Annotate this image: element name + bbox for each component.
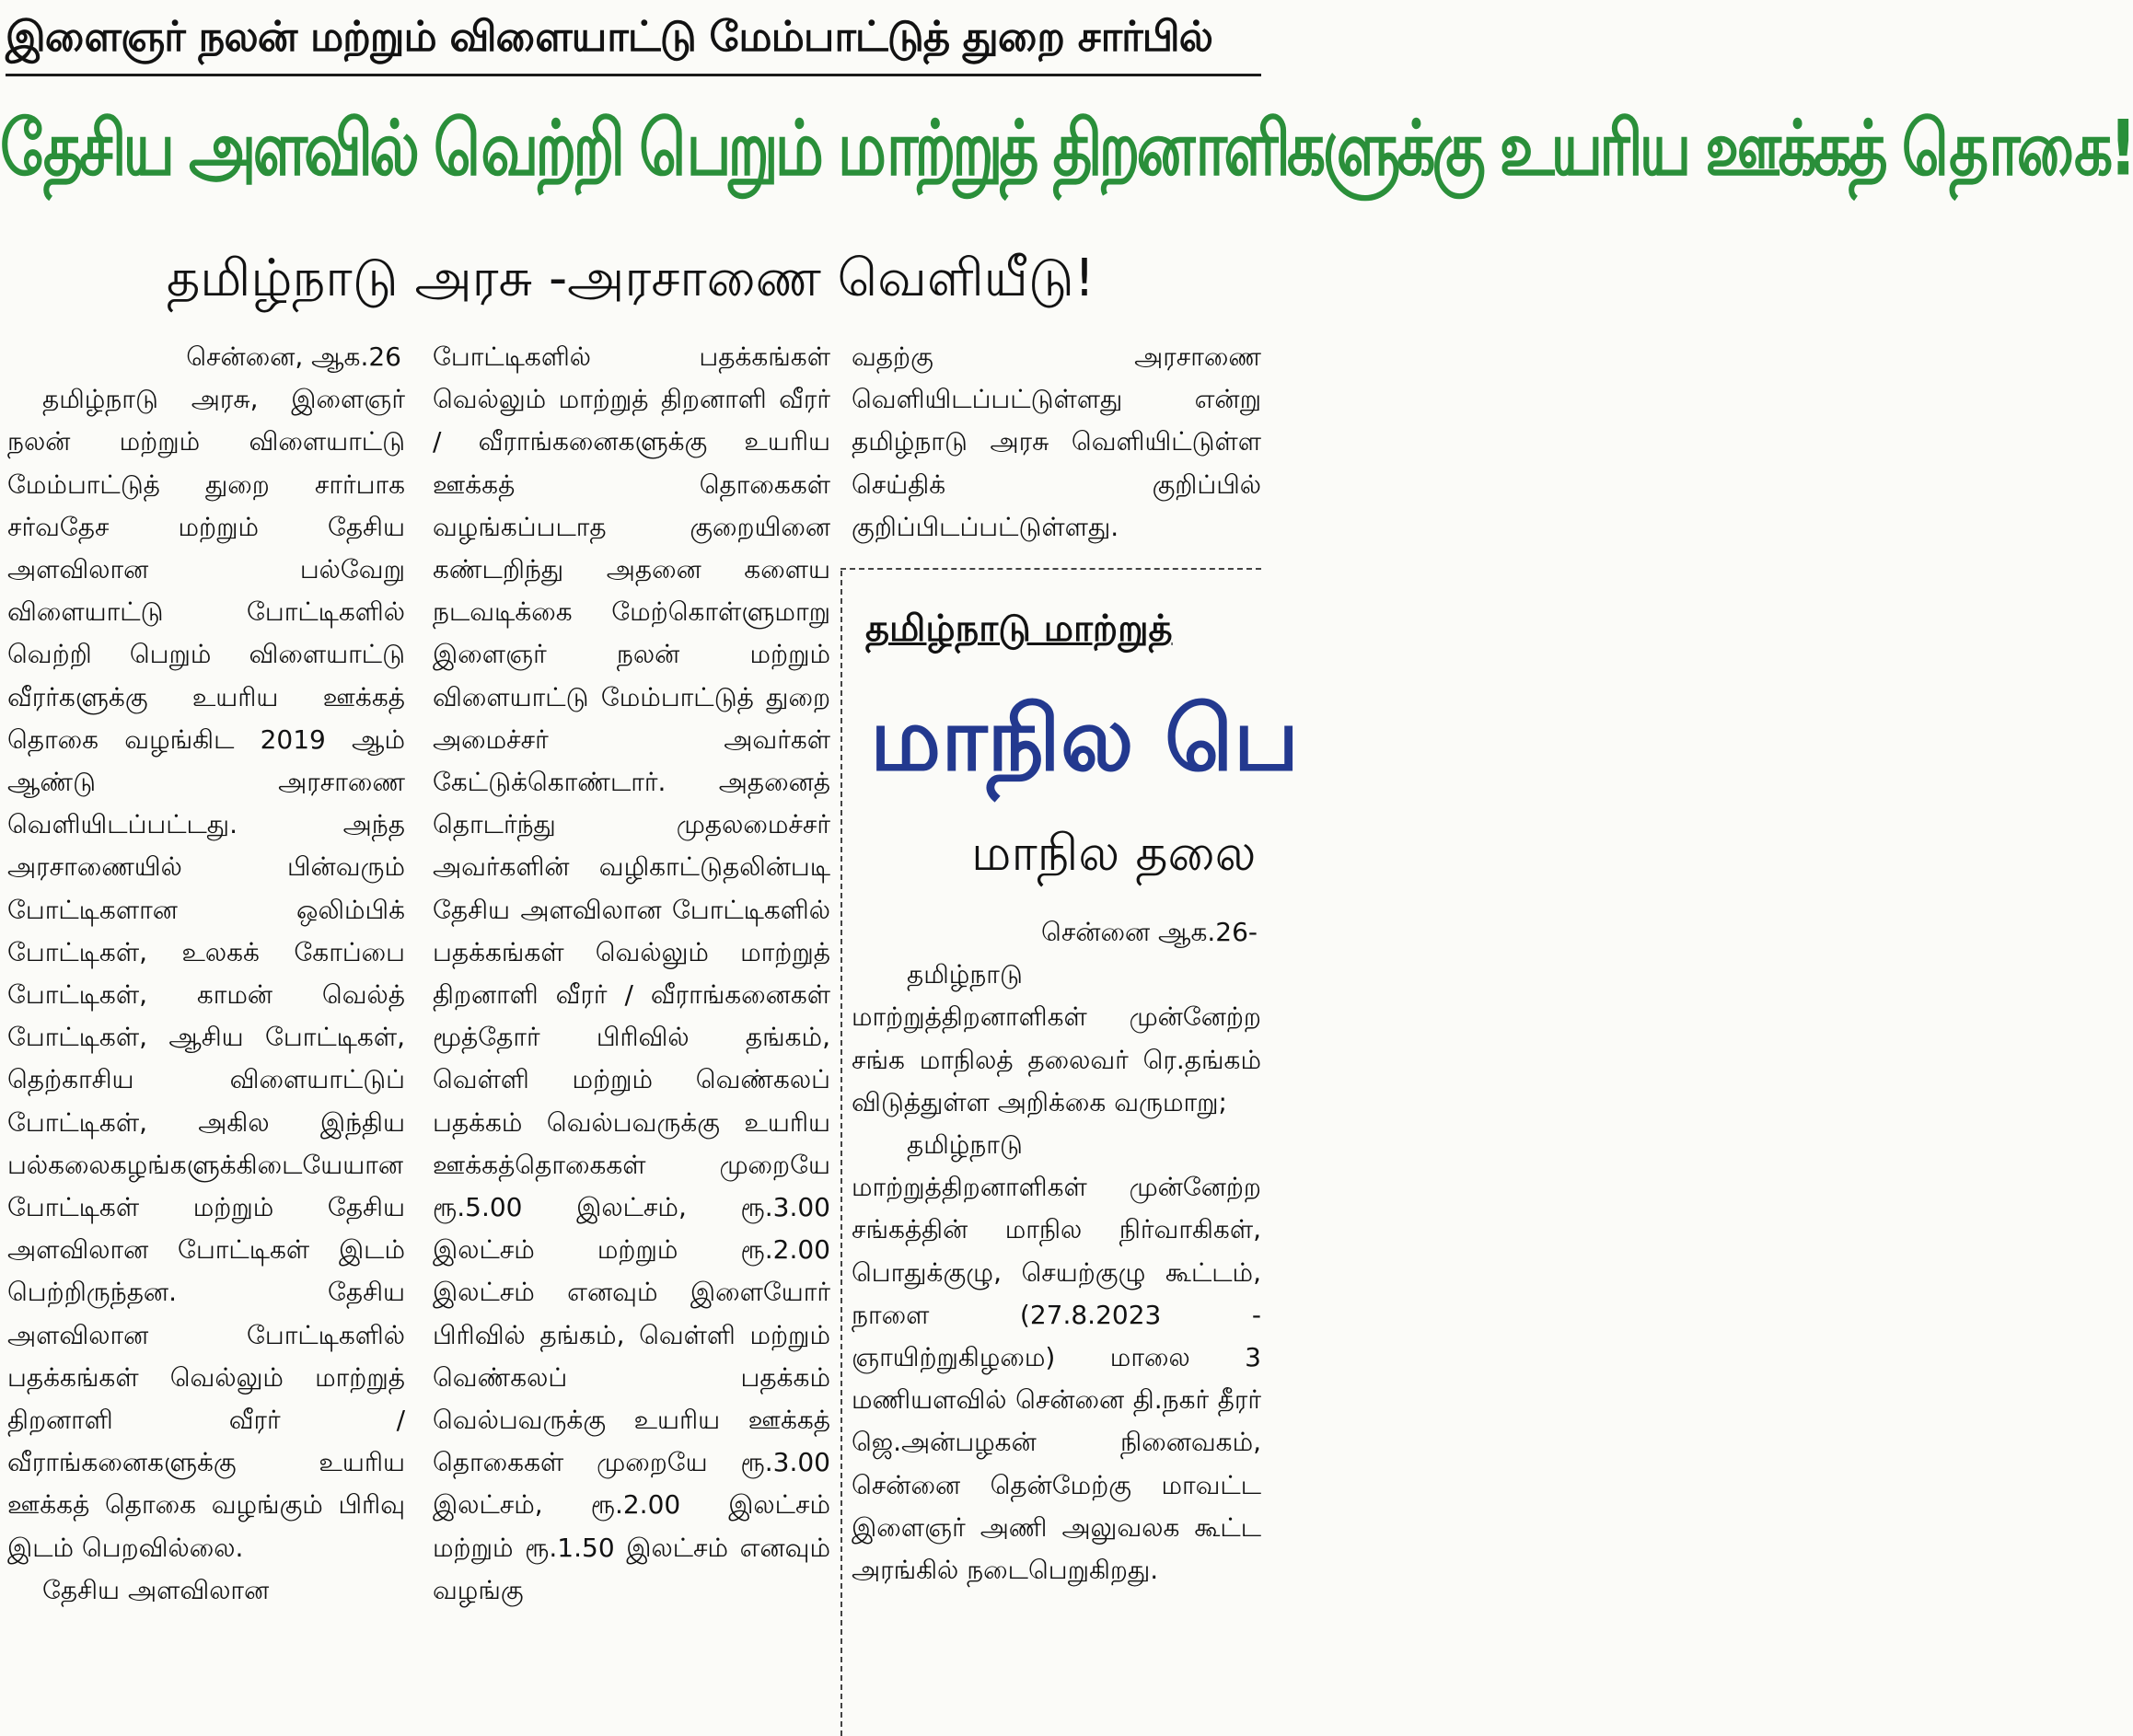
article-column-1 — [7, 336, 405, 1736]
box-paragraph: தமிழ்நாடு மாற்றுத்திறனாளிகள் முன்னேற்ற சங்கத்தின் மாநில நிர்வாகிகள், பொதுக்குழு, செயற்குழு கூட்டம், நாளை (27.8.2023 - ஞாயிற்றுகிழமை) மாலை 3 மணியளவில் சென்னை தி.நகர் தீரர் ஜெ.அன்பழகன் நினைவகம், சென்னை தென்மேற்கு மாவட்ட இளைஞர் அணி அலுவலக கூட்ட அரங்கில் நடைபெறுகிறது. — [852, 1129, 1261, 1586]
article-paragraph: போட்டிகளில் பதக்கங்கள் வெல்லும் மாற்றுத் திறனாளி வீரர் / வீராங்கனைகளுக்கு உயரிய ஊக்கத் தொகைகள் வழங்கப்படாத குறையினை கண்டறிந்து அதனை களைய நடவடிக்கை மேற்கொள்ளுமாறு இளைஞர் நலன் மற்றும் விளையாட்டு மேம்பாட்டுத் துறை அமைச்சர் அவர்கள் கேட்டுக்கொண்டார். அதனைத் தொடர்ந்து முதலமைச்சர் அவர்களின் வழிகாட்டுதலின்படி தேசிய அளவிலான போட்டிகளில் பதக்கங்கள் வெல்லும் மாற்றுத் திறனாளி வீரர் / வீராங்கனைகள் மூத்தோர் பிரிவில் தங்கம், வெள்ளி மற்றும் வெண்கலப் பதக்கம் வெல்பவருக்கு உயரிய ஊக்கத்தொகைகள் முறையே ரூ.5.00 இலட்சம், ரூ.3.00 இலட்சம் மற்றும் ரூ.2.00 இலட்சம் எனவும் இளையோர் பிரிவில் தங்கம், வெள்ளி மற்றும் வெண்கலப் பதக்கம் வெல்பவருக்கு உயரிய ஊக்கத் தொகைகள் முறையே ரூ.3.00 இலட்சம், ரூ.2.00 இலட்சம் மற்றும் ரூ.1.50 இலட்சம் எனவும் வழங்கு — [433, 341, 830, 1605]
article-column-3 — [852, 336, 1261, 550]
article-paragraph: தேசிய அளவிலான — [42, 1574, 270, 1605]
box-top-border — [840, 568, 1261, 570]
box-body — [852, 911, 1261, 1736]
article-dateline: சென்னை, ஆக.26 — [186, 341, 401, 372]
article-column-2 — [433, 336, 830, 1736]
kicker-line: இளைஞர் நலன் மற்றும் விளையாட்டு மேம்பாட்டுத் துறை சார்பில் — [6, 12, 1213, 61]
main-headline: தேசிய அளவில் வெற்றி பெறும் மாற்றுத் திறனாளிகளுக்கு உயரிய ஊக்கத் தொகை! — [0, 104, 2133, 193]
box-dateline: சென்னை ஆக.26- — [1041, 917, 1258, 947]
side-news-box — [852, 575, 1300, 1736]
box-subhead: மாநில தலை — [971, 824, 1257, 882]
article-paragraph: தமிழ்நாடு அரசு, இளைஞர் நலன் மற்றும் விளையாட்டு மேம்பாட்டுத் துறை சார்பாக சர்வதேச மற்றும் தேசிய அளவிலான பல்வேறு விளையாட்டு போட்டிகளில் வெற்றி பெறும் விளையாட்டு வீரர்களுக்கு உயரிய ஊக்கத் தொகை வழங்கிட 2019 ஆம் ஆண்டு அரசாணை வெளியிடப்பட்டது. அந்த அரசாணையில் பின்வரும் போட்டிகளான ஒலிம்பிக் போட்டிகள், உலகக் கோப்பை போட்டிகள், காமன் வெல்த் போட்டிகள், ஆசிய போட்டிகள், தெற்காசிய விளையாட்டுப் போட்டிகள், அகில இந்திய பல்கலைகழங்களுக்கிடையேயான போட்டிகள் மற்றும் தேசிய அளவிலான போட்டிகள் இடம் பெற்றிருந்தன. தேசிய அளவிலான போட்டிகளில் பதக்கங்கள் வெல்லும் மாற்றுத் திறனாளி வீரர் / வீராங்கனைகளுக்கு உயரிய ஊக்கத் தொகை வழங்கும் பிரிவு இடம் பெறவில்லை. — [7, 384, 405, 1563]
box-kicker: தமிழ்நாடு மாற்றுத் — [865, 608, 1173, 650]
box-paragraph: தமிழ்நாடு மாற்றுத்திறனாளிகள் முன்னேற்ற சங்க மாநிலத் தலைவர் ரெ.தங்கம் விடுத்துள்ள அறிக்கை வருமாறு; — [852, 959, 1261, 1117]
box-headline: மாநில பெ — [870, 688, 1300, 791]
article-paragraph: வதற்கு அரசாணை வெளியிடப்பட்டுள்ளது என்று தமிழ்நாடு அரசு வெளியிட்டுள்ள செய்திக் குறிப்பில் குறிப்பிடப்பட்டுள்ளது. — [852, 341, 1261, 542]
box-left-border — [840, 571, 842, 1736]
sub-headline: தமிழ்நாடு அரசு -அரசாணை வெளியீடு! — [166, 249, 1095, 308]
